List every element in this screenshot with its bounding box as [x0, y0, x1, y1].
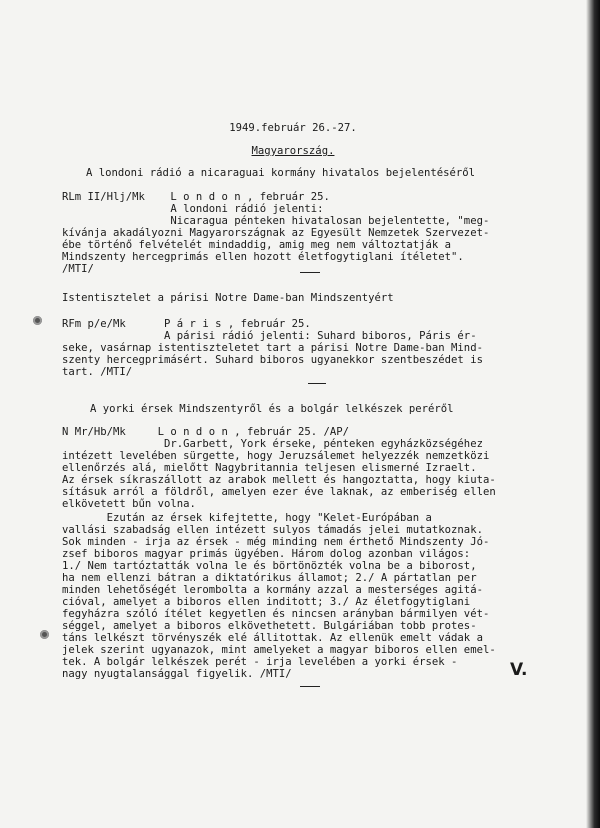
article-line: A londoni rádió jelenti:: [62, 203, 324, 215]
article-line: nagy nyugtalansággal figyelik. /MTI/: [62, 668, 292, 680]
article-line: intézett levelében sürgette, hogy Jeruzsálemet helyezzék nemzetközi: [62, 450, 490, 462]
article-line: RLm II/Hlj/Mk L o n d o n , február 25.: [62, 191, 330, 203]
article-line: vallási szabadság ellen intézett sulyos támadás jelei mutatkoznak.: [62, 524, 483, 536]
article-line: sításuk arról a földről, amelyen ezer éve laknak, az emberiség ellen: [62, 486, 496, 498]
document-date: 1949.február 26.-27.: [229, 122, 357, 134]
article-title: A yorki érsek Mindszentyről és a bolgár lelkészek peréről: [90, 403, 454, 415]
article-line: A párisi rádió jelenti: Suhard biboros, Páris ér-: [62, 330, 477, 342]
article-line: Az érsek síkraszállott az arabok mellett és hangoztatta, hogy kiuta-: [62, 474, 496, 486]
article-title: Istentisztelet a párisi Notre Dame-ban Mindszentyért: [62, 292, 394, 304]
article-line: zsef biboros magyar primás ügyében. Három dolog azonban világos:: [62, 548, 471, 560]
article-line: tek. A bolgár lelkészek perét - irja levelében a yorki érsek -: [62, 656, 458, 668]
article-line: ellenőrzés alá, mielőtt Nagybritannia teljesen elismerné Izraelt.: [62, 462, 477, 474]
article-line: fegyházra szóló ítélet kegyetlen és nincsen arányban bármilyen vét-: [62, 608, 490, 620]
article-line: RFm p/e/Mk P á r i s , február 25.: [62, 318, 311, 330]
article-line: seke, vasárnap istentiszteletet tart a párisi Notre Dame-ban Mind-: [62, 342, 483, 354]
article-line: minden lehetőségét lerombolta a kormány azzal a mesterséges agitá-: [62, 584, 483, 596]
article-line: Sok minden - irja az érsek - még minding nem érthető Mindszenty Jó-: [62, 536, 490, 548]
article-line: Ezután az érsek kifejtette, hogy "Kelet-Európában a: [62, 512, 432, 524]
article-line: N Mr/Hb/Mk L o n d o n , február 25. /AP/: [62, 426, 350, 438]
separator: [300, 272, 320, 273]
article-line: ha nem ellenzi bátran a diktatórikus államot; 2./ A pártatlan per: [62, 572, 477, 584]
article-line: Dr.Garbett, York érseke, pénteken egyházközségéhez: [62, 438, 483, 450]
article-line: jelek szerint ugyanazok, mint amelyeket a magyar biboros ellen emel-: [62, 644, 496, 656]
article-line: cióval, amelyet a biboros ellen inditott; 3./ Az életfogytiglani: [62, 596, 471, 608]
article-line: kívánja akadályozni Magyarországnak az Egyesült Nemzetek Szervezet-: [62, 227, 490, 239]
article-line: Mindszenty hercegprimás ellen hozott életfogytiglani ítéletet".: [62, 251, 464, 263]
article-title: A londoni rádió a nicaraguai kormány hivatalos bejelentéséről: [86, 167, 476, 179]
article-line: 1./ Nem tartóztatták volna le és börtönözték volna be a biborost,: [62, 560, 477, 572]
article-line: szenty hercegprimásért. Suhard biboros ugyanekkor szentbeszédet is: [62, 354, 483, 366]
separator: [300, 686, 320, 687]
article-line: séggel, amelyet a biboros elkövethetett. Bulgáriában tobb protes-: [62, 620, 477, 632]
country-heading: Magyarország.: [251, 145, 335, 157]
article-line: tart. /MTI/: [62, 366, 133, 378]
article-line: táns lelkészt törvényszék elé állitottak. Az ellenük emelt vádak a: [62, 632, 483, 644]
article-line: elkövetett bűn volna.: [62, 498, 196, 510]
handwritten-mark: V.: [510, 660, 528, 680]
article-line: Nicaragua pénteken hivatalosan bejelentette, "meg-: [62, 215, 490, 227]
article-line: /MTI/: [62, 263, 94, 275]
page-edge-shadow: [586, 0, 600, 828]
article-line: ébe történő felvételét mindaddig, amig meg nem változtatják a: [62, 239, 452, 251]
separator: [308, 383, 326, 384]
